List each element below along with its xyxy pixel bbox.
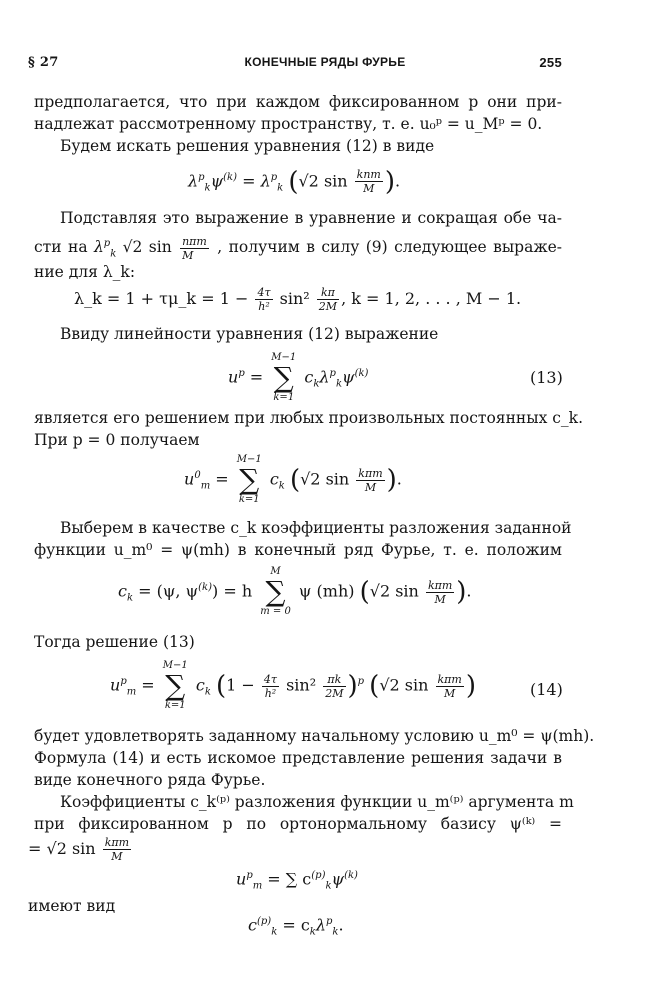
equation-13: $u^p$ = M−1 ∑ k=1 $c_k\lambda^p_k\psi^{(k)}$ <box>228 352 369 403</box>
eq-symbol: √2 sin <box>298 171 348 191</box>
equation-expansion: $u^p_m$ = ∑ $c^{(p)}_k\psi^{(k)}$ <box>236 869 358 892</box>
equation-trial-solution: $\lambda^p_k\psi^{(k)} = \lambda^p_k$ (√2 sin $\frac{\text{knm}}{M}$ ). <box>188 166 401 197</box>
eq-symbol: = <box>242 171 256 191</box>
equation-lambda: λ_k = 1 + τμ_k = 1 − $\frac{4\tau}{\text{h²}}$ sin² $\frac{k\pi}{2M}$ , k = 1, 2, . . . , M − 1. <box>74 286 522 313</box>
text-line: Коэффициенты c_k⁽ᵖ⁾ разложения функции u_m⁽ᵖ⁾ аргумента m <box>60 793 574 811</box>
text-line: сти на $\lambda^p_k$ √2 sin $\frac{\text{nπm}}{M}$ , получим в силу (9) следующее выраже- <box>34 234 562 262</box>
text-line: надлежат рассмотренному пространству, т. е. u₀ᵖ = u_Mᵖ = 0. <box>34 115 543 133</box>
text-line: Выберем в качестве c_k коэффициенты разложения заданной <box>60 519 572 537</box>
eq-fraction: $\frac{\text{knm}}{M}$ <box>356 168 381 196</box>
equation-initial: $u^0_m$ = M−1 ∑ k=1 $c_k$ (√2 sin $\frac{\text{kπm}}{M}$ ). <box>184 454 402 505</box>
section-number: § 27 <box>28 55 59 70</box>
text-line: Формула (14) и есть искомое представление решения задачи в <box>34 749 562 767</box>
equation-number: (13) <box>530 368 563 387</box>
text-line: Будем искать решения уравнения (12) в виде <box>60 137 435 155</box>
eq-symbol: λ <box>188 171 199 191</box>
text-line: предполагается, что при каждом фиксированном p они при- <box>34 93 562 111</box>
equation-coefficients: $c_k = (\psi$, $\psi^{(k)}) = h$ M ∑ m = 0 ψ (mh) (√2 sin $\frac{\text{kπm}}{M}$ ). <box>118 566 472 617</box>
text-line: при фиксированном p по ортонормальному базису ψ⁽ᵏ⁾ = <box>34 815 562 833</box>
equation-14: $u^p_m$ = M−1 ∑ k=1 $c_k$ (1 − $\frac{4\tau}{\text{h²}}$ sin² $\frac{\pi k}{2M}$ )$^p$ (√2 sin $\frac{\text{kπm}}{M}$ ) <box>110 660 476 711</box>
eq-symbol: ψ <box>210 171 224 191</box>
text-line: При p = 0 получаем <box>34 431 200 449</box>
text-line: Тогда решение (13) <box>34 633 195 651</box>
equation-coefficient-form: $c^{(p)}_k = c_k\lambda^p_k$. <box>248 915 344 938</box>
text-line: Подставляя это выражение в уравнение и сокращая обе ча- <box>60 209 562 227</box>
text-line: функции u_m⁰ = ψ(mh) в конечный ряд Фурье, т. е. положим <box>34 541 562 559</box>
equation-number: (14) <box>530 680 563 699</box>
equation-basis: = √2 sin $\frac{\text{kπm}}{M}$ <box>28 836 130 863</box>
text-line: Ввиду линейности уравнения (12) выражение <box>60 325 439 343</box>
text-line: будет удовлетворять заданному начальному условию u_m⁰ = ψ(mh). <box>34 727 595 745</box>
text-line: ние для λ_k: <box>34 263 136 281</box>
running-title: КОНЕЧНЫЕ РЯДЫ ФУРЬЕ <box>244 55 406 69</box>
text-line: виде конечного ряда Фурье. <box>34 771 266 789</box>
text-line: является его решением при любых произвольных постоянных c_k. <box>34 409 583 427</box>
page-number: 255 <box>539 55 562 70</box>
text-line: имеют вид <box>28 897 116 915</box>
